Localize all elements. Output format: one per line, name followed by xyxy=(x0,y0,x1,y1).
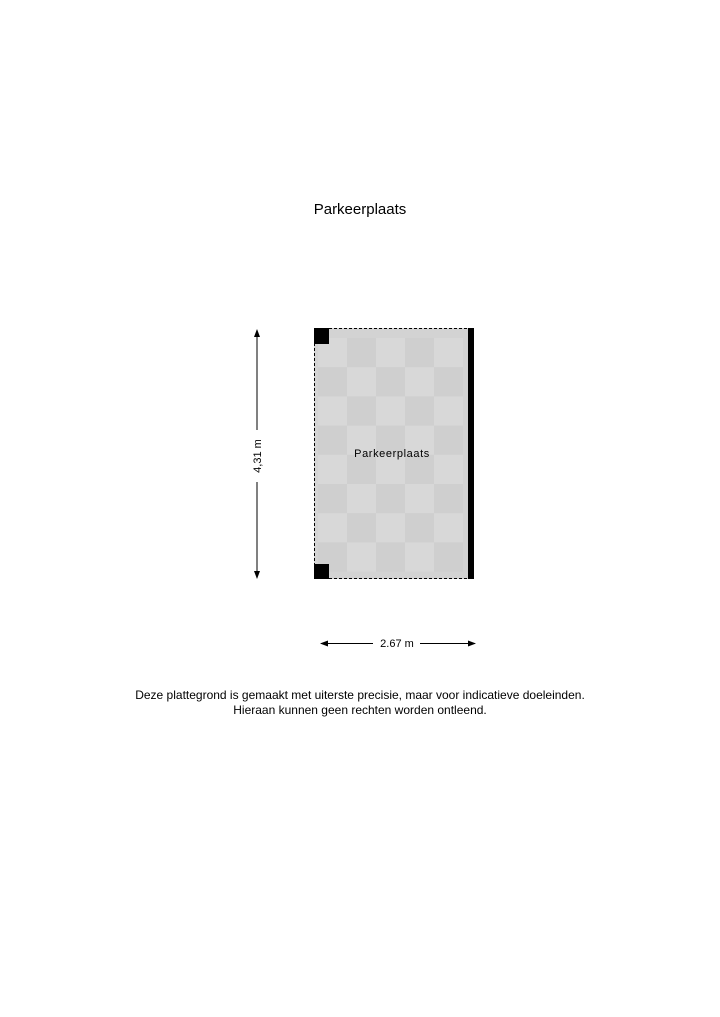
disclaimer-line-2: Hieraan kunnen geen rechten worden ontleend. xyxy=(233,703,487,717)
floor-tile xyxy=(318,396,347,425)
floor-tile xyxy=(347,542,376,571)
floor-tile xyxy=(318,484,347,513)
floor-tile xyxy=(318,426,347,455)
dimension-width-label: 2.67 m xyxy=(380,638,414,650)
floor-tile xyxy=(405,338,434,367)
floor-tile xyxy=(347,484,376,513)
floor-tile xyxy=(434,455,463,484)
disclaimer-line-1: Deze plattegrond is gemaakt met uiterste precisie, maar voor indicatieve doeleinden. xyxy=(135,688,585,702)
column-bottom-left xyxy=(314,564,329,579)
floor-tile xyxy=(405,513,434,542)
floor-tile xyxy=(318,367,347,396)
floor-tile xyxy=(434,542,463,571)
floor-tile xyxy=(318,455,347,484)
dimension-height-label: 4,31 m xyxy=(252,439,264,473)
floor-tile xyxy=(318,513,347,542)
dimension-height xyxy=(252,330,264,578)
floor-tile xyxy=(347,338,376,367)
floor-tile xyxy=(405,396,434,425)
disclaimer xyxy=(0,688,720,718)
page-title: Parkeerplaats xyxy=(313,201,407,218)
floor-tile xyxy=(347,367,376,396)
floor-tile xyxy=(405,367,434,396)
floor-tile xyxy=(376,338,405,367)
dimension-width xyxy=(321,638,475,650)
floor-tile xyxy=(405,542,434,571)
wall-right xyxy=(468,328,474,579)
floor-tile xyxy=(376,396,405,425)
floor-tile xyxy=(434,338,463,367)
room-parkeerplaats xyxy=(314,328,474,579)
column-top-left xyxy=(314,328,329,344)
floor-tile xyxy=(347,396,376,425)
floor-tile xyxy=(376,484,405,513)
floor-tile xyxy=(434,426,463,455)
floor-tile xyxy=(434,396,463,425)
floor-tile xyxy=(434,484,463,513)
floor-tile xyxy=(434,367,463,396)
floor-tile xyxy=(376,542,405,571)
room-label: Parkeerplaats xyxy=(354,448,430,460)
floor-tile xyxy=(405,484,434,513)
floor-tile xyxy=(434,513,463,542)
floor-tile xyxy=(376,513,405,542)
floor-tile xyxy=(347,513,376,542)
floor-tile xyxy=(376,367,405,396)
